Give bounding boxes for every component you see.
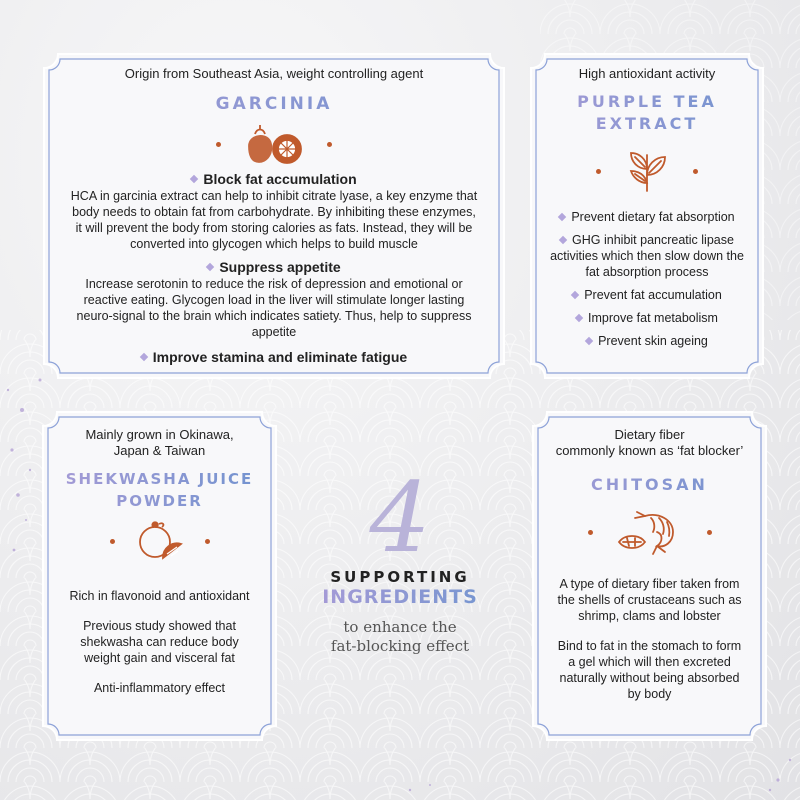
diamond-bullet-icon	[585, 336, 593, 344]
garcinia-card	[44, 54, 504, 378]
tea-leaf-icon	[623, 147, 671, 195]
diamond-bullet-icon	[558, 212, 566, 220]
purple-tea-point-5	[549, 333, 745, 349]
purple-tea-point-1	[549, 209, 745, 225]
chitosan-point-1: A type of dietary fiber taken from the shells of crustaceans such as shrimp, clams and lobster	[557, 577, 742, 623]
chitosan-title: CHITOSAN	[533, 474, 766, 496]
shekwasha-title-line2: POWDER	[43, 490, 276, 512]
purple-tea-point-3-text: Prevent fat accumulation	[584, 288, 722, 302]
garcinia-subtitle: Origin from Southeast Asia, weight controlling agent	[124, 66, 424, 81]
chitosan-subtitle-line1: Dietary fiber	[614, 427, 685, 442]
garcinia-point-1-heading-text: Block fat accumulation	[203, 171, 357, 187]
diamond-bullet-icon	[571, 290, 579, 298]
diamond-bullet-icon	[559, 235, 567, 243]
shekwasha-card	[43, 412, 276, 740]
decorative-dot	[327, 142, 332, 147]
decorative-dot	[596, 169, 601, 174]
purple-tea-title-line1: PURPLE TEA	[531, 91, 763, 113]
garcinia-point-2-heading	[68, 258, 480, 276]
purple-tea-point-3	[549, 287, 745, 303]
decorative-dot	[216, 142, 221, 147]
shekwasha-subtitle-line2: Japan & Taiwan	[113, 443, 206, 458]
shrimp-shellfish-icon	[615, 508, 685, 556]
center-heading-block	[305, 462, 495, 656]
purple-tea-point-1-text: Prevent dietary fat absorption	[571, 210, 735, 224]
chitosan-card	[533, 412, 766, 740]
garcinia-point-1-body: HCA in garcinia extract can help to inhibit citrate lyase, a key enzyme that body needs to obtain fat from carbohydrate. By inhibiting these enzymes, it will prevent the body from storing calories as fats. Instead, they will be converted into glycogen which helps to build muscle	[70, 189, 478, 251]
supporting-heading: SUPPORTING	[330, 568, 470, 586]
chitosan-point-2: Bind to fat in the stomach to form a gel which will then excreted naturally without being absorbed by body	[557, 639, 742, 701]
diamond-bullet-icon	[206, 263, 214, 271]
shekwasha-point-1: Rich in flavonoid and antioxidant	[69, 589, 250, 603]
shekwasha-subtitle-line1: Mainly grown in Okinawa,	[85, 427, 234, 442]
chitosan-subtitle-line2: commonly known as ‘fat blocker’	[555, 443, 744, 458]
citrus-icon	[137, 520, 183, 562]
decorative-dot	[707, 530, 712, 535]
purple-tea-point-2-text: GHG inhibit pancreatic lipase activities which then slow down the fat absorption process	[550, 233, 744, 279]
purple-tea-point-2	[549, 232, 745, 280]
purple-tea-point-4-text: Improve fat metabolism	[588, 311, 718, 325]
diamond-bullet-icon	[575, 313, 583, 321]
ingredients-heading: INGREDIENTS	[305, 586, 495, 608]
shekwasha-point-2: Previous study showed that shekwasha can reduce body weight gain and visceral fat	[80, 619, 239, 665]
diamond-bullet-icon	[140, 353, 148, 361]
diamond-bullet-icon	[190, 175, 198, 183]
garcinia-point-1-heading	[68, 170, 480, 188]
purple-tea-title-line2: EXTRACT	[531, 113, 763, 135]
garcinia-point-3-heading-text: Improve stamina and eliminate fatigue	[152, 349, 408, 365]
decorative-dot	[110, 539, 115, 544]
garcinia-title: GARCINIA	[44, 93, 504, 115]
garcinia-point-2-heading-text: Suppress appetite	[219, 259, 341, 275]
purple-tea-point-4	[549, 310, 745, 326]
purple-tea-point-5-text: Prevent skin ageing	[598, 334, 708, 348]
enhance-line-1: to enhance the	[343, 618, 457, 636]
mangosteen-icon	[243, 122, 305, 166]
ingredient-count-number: 4	[369, 462, 431, 574]
decorative-dot	[693, 169, 698, 174]
garcinia-point-3-heading	[68, 348, 480, 366]
purple-tea-card	[531, 54, 763, 378]
decorative-dot	[588, 530, 593, 535]
decorative-dot	[205, 539, 210, 544]
shekwasha-title-line1: SHEKWASHA JUICE	[43, 468, 276, 490]
shekwasha-point-3: Anti-inflammatory effect	[93, 681, 226, 695]
enhance-line-2: fat-blocking effect	[330, 637, 470, 655]
purple-tea-subtitle: High antioxidant activity	[578, 66, 716, 81]
garcinia-point-2-body: Increase serotonin to reduce the risk of depression and emotional or reactive eating. Glycogen load in the liver will stimulate longer lasting neuro-signal to the brain which indicates satiety. Thus, help to suppress appetite	[76, 277, 472, 339]
